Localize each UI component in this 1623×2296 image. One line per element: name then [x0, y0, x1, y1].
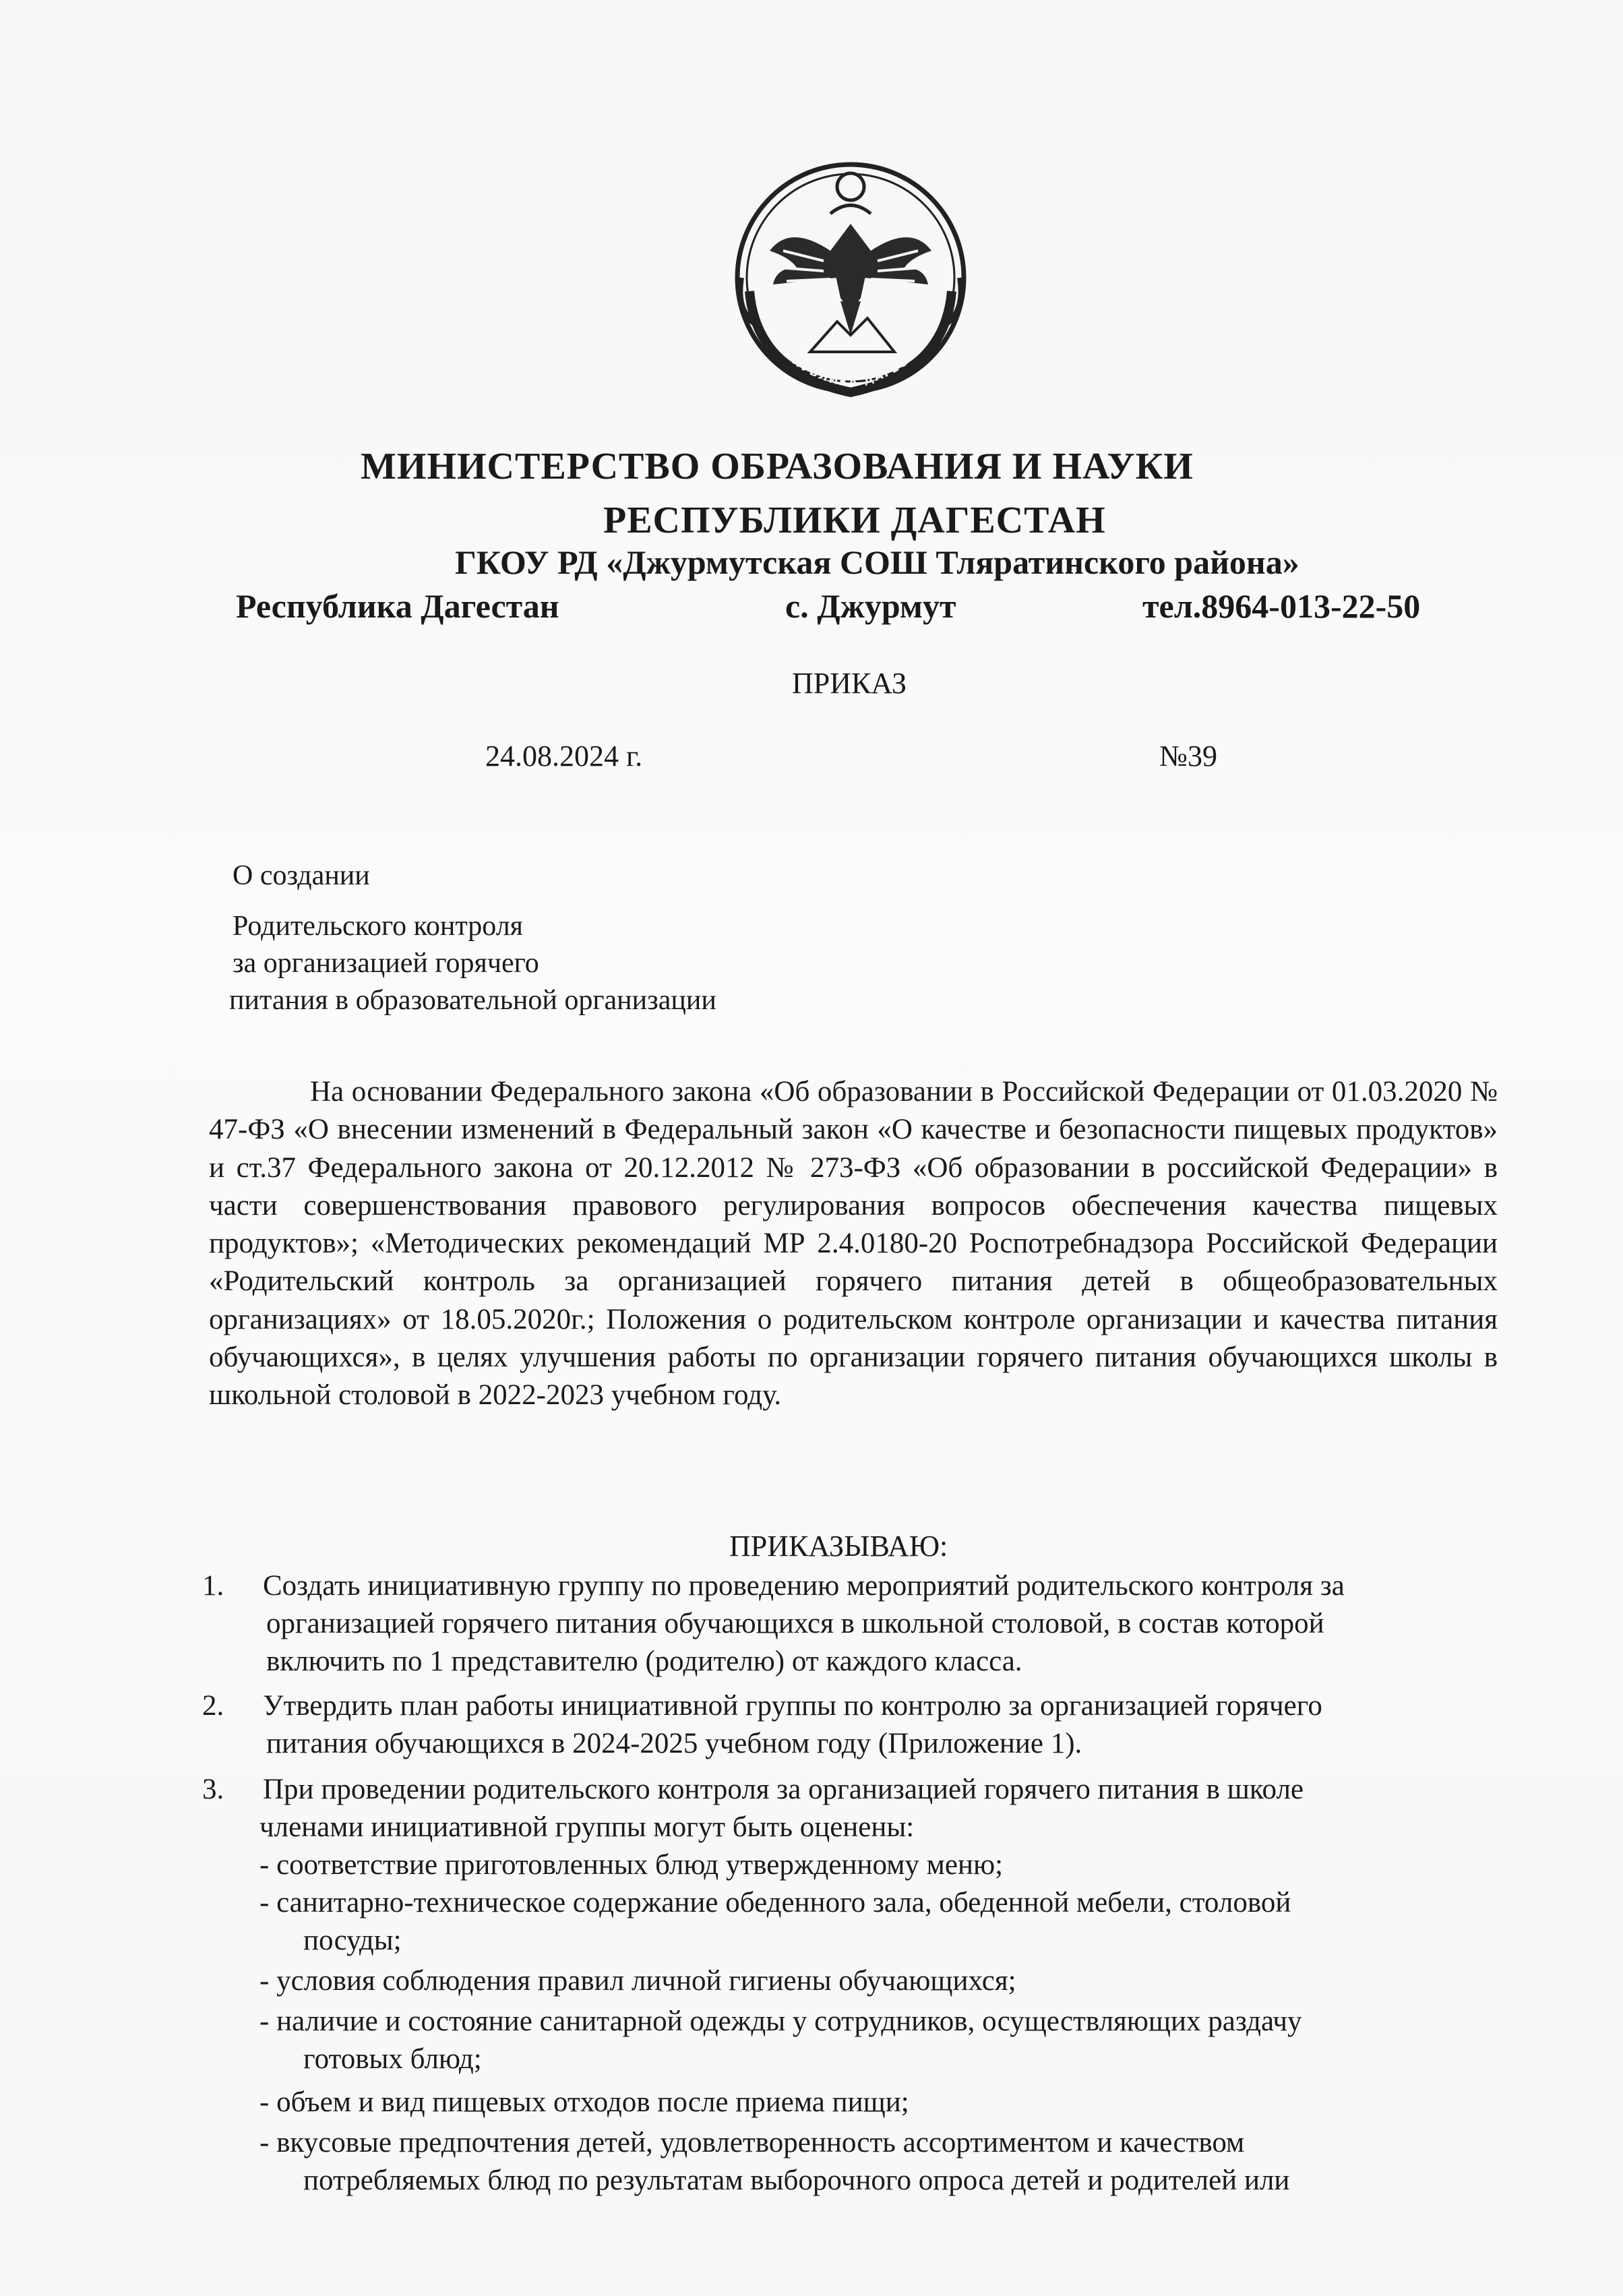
header-ministry: МИНИСТЕРСТВО ОБРАЗОВАНИЯ И НАУКИ: [361, 446, 1194, 487]
list-item-text: Утвердить план работы инициативной группы по контролю за организацией горячего: [263, 1690, 1322, 1722]
list-item-text: организацией горячего питания обучающихся в школьной столовой, в состав которой: [266, 1608, 1324, 1639]
preamble-paragraph: На основании Федерального закона «Об образовании в Российской Федерации от 01.03.2020 № 47-ФЗ «О внесении изменений в Федеральный закон «О качестве и безопасности пищевых продуктов» и ст.37 Федерального закона от 20.12.2012 № 273-ФЗ «Об образовании в российской Федерации» в части совершенствования правового регулирования вопросов обеспечения качества пищевых продуктов»; «Методических рекомендаций МР 2.4.0180-20 Роспотребнадзора Российской Федерации «Родительский контроль за организацией горячего питания детей в общеобразовательных организациях» от 18.05.2020г.; Положения о родительском контроле организации и качества питания обучающихся», в целях улучшения работы по организации горячего питания обучающихся школы в школьной столовой в 2022-2023 учебном году.: [209, 1076, 1498, 1412]
list-item-number: 3.: [202, 1774, 224, 1805]
sub-item-text: - соответствие приготовленных блюд утвержденному меню;: [259, 1849, 1004, 1881]
list-item-number: 1.: [202, 1570, 224, 1602]
order-number: №39: [1159, 739, 1217, 773]
header-republic: РЕСПУБЛИКИ ДАГЕСТАН: [603, 500, 1106, 541]
header-village: с. Джурмут: [785, 587, 956, 625]
sub-item-text: посуды;: [303, 1925, 402, 1956]
order-title: ПРИКАЗ: [792, 667, 907, 700]
sub-item-text: - условия соблюдения правил личной гигиены обучающихся;: [259, 1965, 1016, 1997]
dagestan-coat-of-arms-icon: [729, 150, 972, 413]
sub-item-text: - объем и вид пищевых отходов после приема пищи;: [259, 2086, 909, 2118]
list-item-text: При проведении родительского контроля за организацией горячего питания в школе: [263, 1774, 1304, 1805]
list-item-text: членами инициативной группы могут быть оценены:: [259, 1811, 915, 1843]
sub-item-text: - наличие и состояние санитарной одежды у сотрудников, осуществляющих раздачу: [259, 2005, 1302, 2037]
list-item-text: Создать инициативную группу по проведению мероприятий родительского контроля за: [263, 1570, 1345, 1602]
list-item-text: питания обучающихся в 2024-2025 учебном году (Приложение 1).: [266, 1728, 1082, 1759]
header-school: ГКОУ РД «Джурмутская СОШ Тляратинского района»: [455, 543, 1299, 581]
header-phone: тел.8964-013-22-50: [1142, 587, 1421, 625]
sub-item-text: потребляемых блюд по результатам выборочного опроса детей и родителей или: [303, 2165, 1290, 2196]
sub-item-text: - санитарно-техническое содержание обеденного зала, обеденной мебели, столовой: [259, 1887, 1291, 1919]
header-region: Республика Дагестан: [236, 587, 559, 625]
sub-item-text: готовых блюд;: [303, 2043, 482, 2075]
subject-line: за организацией горячего: [233, 948, 539, 979]
subject-line: Родительского контроля: [233, 911, 523, 942]
subject-line: О создании: [233, 860, 370, 891]
list-item-number: 2.: [202, 1690, 224, 1722]
list-item-text: включить по 1 представителю (родителю) от каждого класса.: [266, 1645, 1022, 1677]
sub-item-text: - вкусовые предпочтения детей, удовлетворенность ассортиментом и качеством: [259, 2127, 1245, 2158]
decree-heading: ПРИКАЗЫВАЮ:: [729, 1530, 948, 1563]
crest-ribbon-text: РЕСПУБЛИКА ДАГЕСТАН: [770, 334, 931, 391]
svg-text:РЕСПУБЛИКА ДАГЕСТАН: [770, 334, 931, 390]
subject-line: питания в образовательной организации: [229, 985, 716, 1016]
order-date: 24.08.2024 г.: [485, 739, 643, 773]
